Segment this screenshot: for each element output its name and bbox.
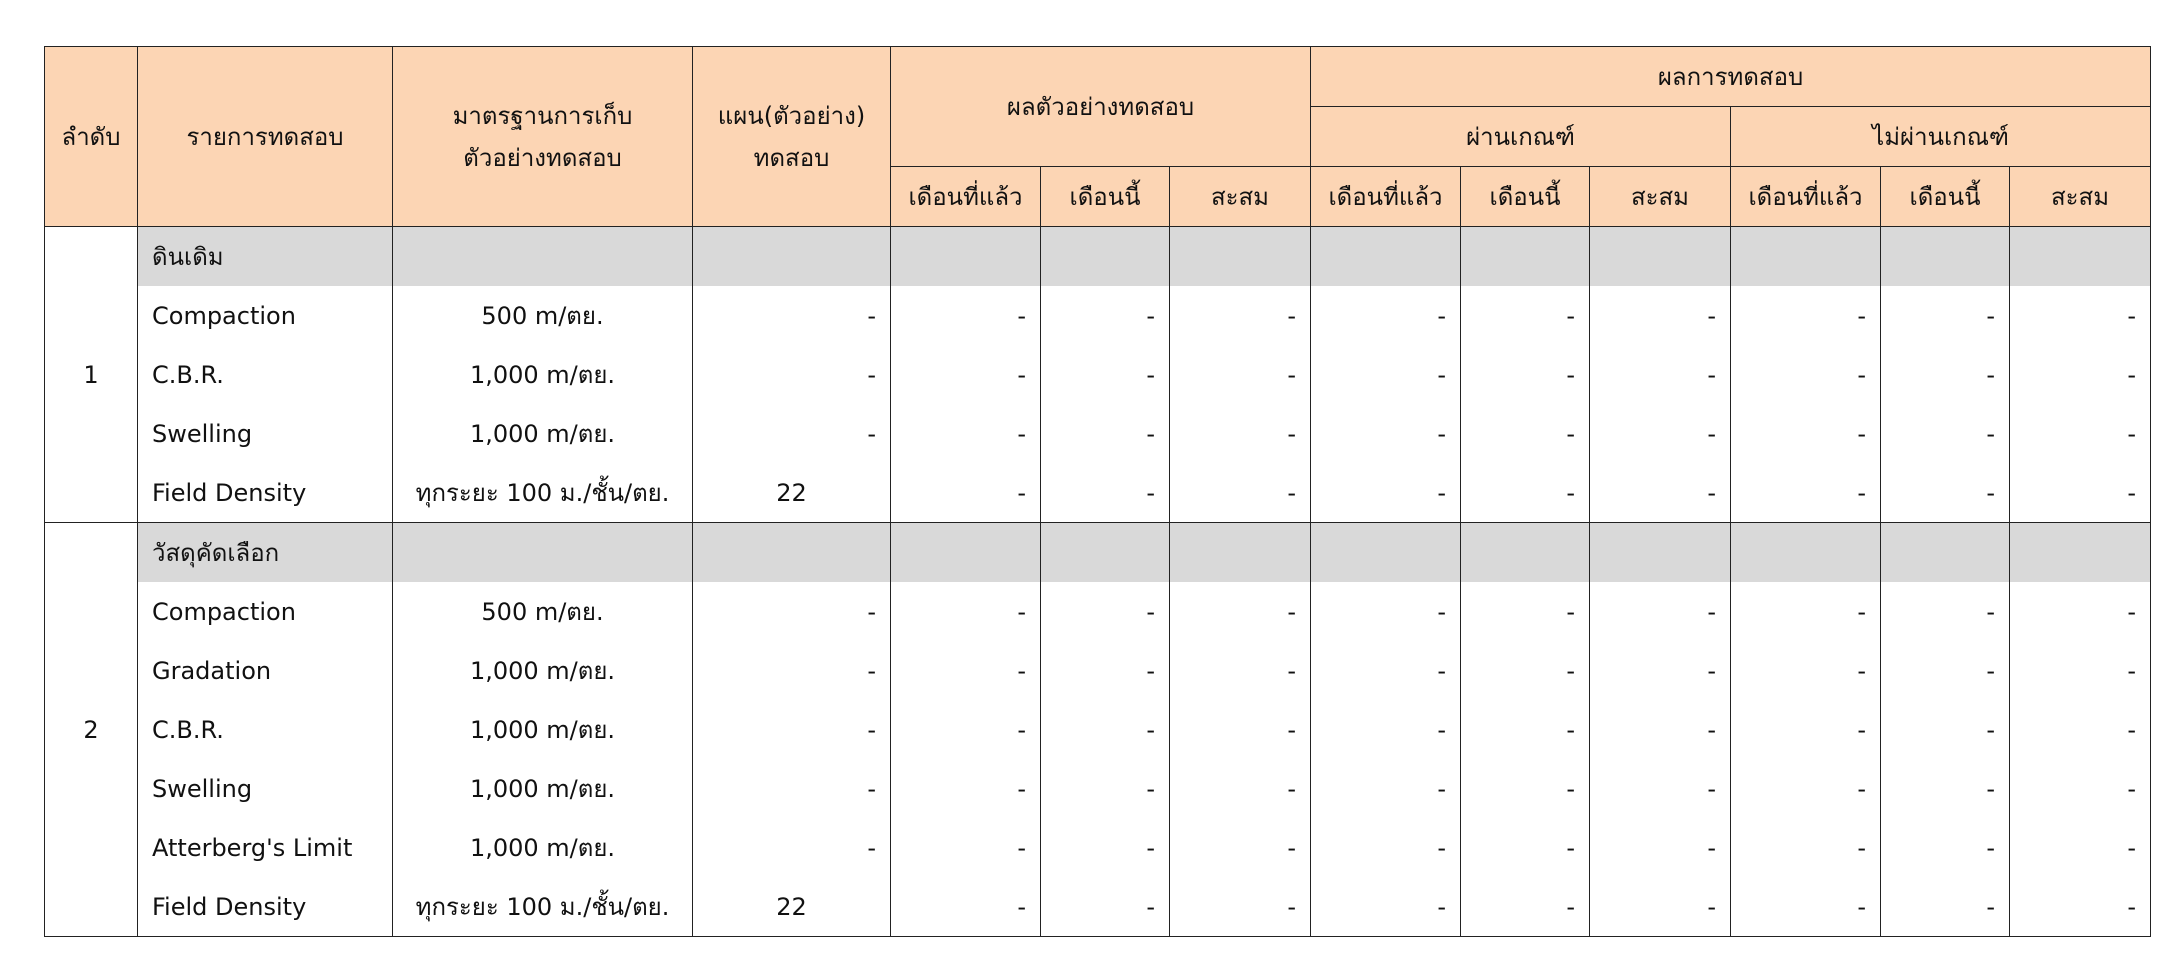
value-cell: - <box>1170 818 1311 877</box>
category-fill-cell <box>393 227 693 287</box>
value-cell: - <box>1731 700 1881 759</box>
value-cell: - <box>1731 641 1881 700</box>
value-cell: - <box>1731 286 1881 345</box>
value-cell: - <box>1311 345 1461 404</box>
category-fill-cell <box>1311 227 1461 287</box>
sampling-standard: ทุกระยะ 100 ม./ชั้น/ตย. <box>393 463 693 523</box>
value-cell: - <box>1311 759 1461 818</box>
value-cell: - <box>1041 877 1170 937</box>
value-cell: - <box>1170 404 1311 463</box>
value-cell: - <box>1170 641 1311 700</box>
table-row <box>45 582 2151 641</box>
test-item-name: Compaction <box>138 582 393 641</box>
header-standard-line1: มาตรฐานการเก็บ <box>452 101 633 130</box>
value-cell: - <box>1311 641 1461 700</box>
value-cell: - <box>2010 463 2151 523</box>
value-cell: - <box>1311 463 1461 523</box>
value-cell: - <box>1590 700 1731 759</box>
category-fill-cell <box>1170 523 1311 583</box>
plan-samples: - <box>693 818 891 877</box>
table-row <box>45 818 2151 877</box>
sampling-standard: 500 m/ตย. <box>393 582 693 641</box>
value-cell: - <box>1881 463 2010 523</box>
test-item-name: C.B.R. <box>138 345 393 404</box>
value-cell: - <box>891 877 1041 937</box>
header-passed-prev-month: เดือนที่แล้ว <box>1311 167 1461 227</box>
value-cell: - <box>1590 345 1731 404</box>
table-row <box>45 286 2151 345</box>
sampling-standard: 1,000 m/ตย. <box>393 818 693 877</box>
header-samples: ผลตัวอย่างทดสอบ <box>891 47 1311 167</box>
value-cell: - <box>1881 345 2010 404</box>
value-cell: - <box>1590 877 1731 937</box>
header-failed-this-month: เดือนนี้ <box>1881 167 2010 227</box>
value-cell: - <box>1311 700 1461 759</box>
value-cell: - <box>1590 286 1731 345</box>
sampling-standard: 500 m/ตย. <box>393 286 693 345</box>
value-cell: - <box>1731 463 1881 523</box>
value-cell: - <box>891 818 1041 877</box>
header-passed-this-month: เดือนนี้ <box>1461 167 1590 227</box>
group-number: 1 <box>45 227 138 523</box>
value-cell: - <box>1311 404 1461 463</box>
value-cell: - <box>1881 877 2010 937</box>
category-fill-cell <box>693 523 891 583</box>
category-fill-cell <box>1881 227 2010 287</box>
value-cell: - <box>1731 404 1881 463</box>
value-cell: - <box>1461 286 1590 345</box>
value-cell: - <box>1590 463 1731 523</box>
value-cell: - <box>891 463 1041 523</box>
category-row <box>45 523 2151 583</box>
table-body <box>45 227 2151 937</box>
sampling-standard: 1,000 m/ตย. <box>393 345 693 404</box>
table-header <box>45 47 2151 227</box>
category-fill-cell <box>891 523 1041 583</box>
test-item-name: Swelling <box>138 404 393 463</box>
category-fill-cell <box>1461 523 1590 583</box>
value-cell: - <box>1881 759 2010 818</box>
value-cell: - <box>1731 759 1881 818</box>
test-item-name: Compaction <box>138 286 393 345</box>
value-cell: - <box>891 759 1041 818</box>
header-failed: ไม่ผ่านเกณฑ์ <box>1731 107 2151 167</box>
category-fill-cell <box>1170 227 1311 287</box>
value-cell: - <box>2010 345 2151 404</box>
header-plan-line1: แผน(ตัวอย่าง) <box>717 101 866 130</box>
value-cell: - <box>1881 700 2010 759</box>
test-item-name: Atterberg's Limit <box>138 818 393 877</box>
value-cell: - <box>1461 582 1590 641</box>
header-samples-this-month: เดือนนี้ <box>1041 167 1170 227</box>
category-fill-cell <box>2010 227 2151 287</box>
header-plan <box>693 47 891 227</box>
value-cell: - <box>1041 286 1170 345</box>
value-cell: - <box>1170 463 1311 523</box>
value-cell: - <box>1461 345 1590 404</box>
value-cell: - <box>1461 463 1590 523</box>
plan-samples: 22 <box>693 877 891 937</box>
value-cell: - <box>891 700 1041 759</box>
value-cell: - <box>2010 404 2151 463</box>
table-row <box>45 345 2151 404</box>
plan-samples: - <box>693 345 891 404</box>
header-item: รายการทดสอบ <box>138 47 393 227</box>
value-cell: - <box>1311 582 1461 641</box>
value-cell: - <box>1881 818 2010 877</box>
value-cell: - <box>1170 345 1311 404</box>
table-row <box>45 463 2151 523</box>
plan-samples: - <box>693 759 891 818</box>
value-cell: - <box>1041 641 1170 700</box>
value-cell: - <box>1461 404 1590 463</box>
value-cell: - <box>1461 759 1590 818</box>
value-cell: - <box>1461 877 1590 937</box>
value-cell: - <box>1170 700 1311 759</box>
group-number: 2 <box>45 523 138 937</box>
value-cell: - <box>2010 700 2151 759</box>
value-cell: - <box>891 286 1041 345</box>
value-cell: - <box>891 641 1041 700</box>
table-row <box>45 759 2151 818</box>
value-cell: - <box>891 404 1041 463</box>
value-cell: - <box>1590 818 1731 877</box>
value-cell: - <box>1041 404 1170 463</box>
value-cell: - <box>1041 700 1170 759</box>
header-standard <box>393 47 693 227</box>
header-standard-line2: ตัวอย่างทดสอบ <box>463 143 622 172</box>
sampling-standard: 1,000 m/ตย. <box>393 759 693 818</box>
value-cell: - <box>1590 404 1731 463</box>
header-no: ลำดับ <box>45 47 138 227</box>
header-failed-cumulative: สะสม <box>2010 167 2151 227</box>
value-cell: - <box>891 582 1041 641</box>
value-cell: - <box>1170 582 1311 641</box>
sampling-standard: 1,000 m/ตย. <box>393 700 693 759</box>
header-plan-line2: ทดสอบ <box>753 143 830 172</box>
table-row <box>45 641 2151 700</box>
header-passed: ผ่านเกณฑ์ <box>1311 107 1731 167</box>
test-item-name: C.B.R. <box>138 700 393 759</box>
value-cell: - <box>1731 877 1881 937</box>
category-fill-cell <box>393 523 693 583</box>
category-fill-cell <box>1041 523 1170 583</box>
value-cell: - <box>891 345 1041 404</box>
value-cell: - <box>2010 818 2151 877</box>
test-item-name: Gradation <box>138 641 393 700</box>
table-row <box>45 700 2151 759</box>
category-fill-cell <box>1311 523 1461 583</box>
category-row <box>45 227 2151 287</box>
category-fill-cell <box>1590 523 1731 583</box>
sampling-standard: ทุกระยะ 100 ม./ชั้น/ตย. <box>393 877 693 937</box>
value-cell: - <box>1461 641 1590 700</box>
plan-samples: - <box>693 404 891 463</box>
header-samples-prev-month: เดือนที่แล้ว <box>891 167 1041 227</box>
value-cell: - <box>1590 641 1731 700</box>
test-item-name: Field Density <box>138 877 393 937</box>
value-cell: - <box>1041 345 1170 404</box>
category-fill-cell <box>1881 523 2010 583</box>
value-cell: - <box>2010 582 2151 641</box>
value-cell: - <box>1041 582 1170 641</box>
value-cell: - <box>2010 641 2151 700</box>
value-cell: - <box>1881 286 2010 345</box>
category-fill-cell <box>1041 227 1170 287</box>
value-cell: - <box>1881 641 2010 700</box>
header-samples-cumulative: สะสม <box>1170 167 1311 227</box>
test-item-name: Field Density <box>138 463 393 523</box>
value-cell: - <box>1041 759 1170 818</box>
value-cell: - <box>1170 286 1311 345</box>
category-fill-cell <box>693 227 891 287</box>
category-fill-cell <box>1590 227 1731 287</box>
value-cell: - <box>1170 759 1311 818</box>
value-cell: - <box>1461 700 1590 759</box>
category-fill-cell <box>891 227 1041 287</box>
value-cell: - <box>2010 286 2151 345</box>
value-cell: - <box>1881 582 2010 641</box>
category-fill-cell <box>2010 523 2151 583</box>
header-passed-cumulative: สะสม <box>1590 167 1731 227</box>
plan-samples: - <box>693 700 891 759</box>
header-results: ผลการทดสอบ <box>1311 47 2151 107</box>
category-label: ดินเดิม <box>138 227 393 287</box>
sampling-standard: 1,000 m/ตย. <box>393 404 693 463</box>
value-cell: - <box>1590 582 1731 641</box>
category-fill-cell <box>1461 227 1590 287</box>
category-fill-cell <box>1731 227 1881 287</box>
category-fill-cell <box>1731 523 1881 583</box>
value-cell: - <box>1881 404 2010 463</box>
value-cell: - <box>1311 818 1461 877</box>
header-failed-prev-month: เดือนที่แล้ว <box>1731 167 1881 227</box>
value-cell: - <box>1731 582 1881 641</box>
test-item-name: Swelling <box>138 759 393 818</box>
value-cell: - <box>1041 818 1170 877</box>
plan-samples: - <box>693 582 891 641</box>
value-cell: - <box>1170 877 1311 937</box>
plan-samples: 22 <box>693 463 891 523</box>
test-results-table <box>44 46 2151 937</box>
value-cell: - <box>1461 818 1590 877</box>
category-label: วัสดุคัดเลือก <box>138 523 393 583</box>
value-cell: - <box>2010 877 2151 937</box>
value-cell: - <box>1311 877 1461 937</box>
value-cell: - <box>1731 345 1881 404</box>
value-cell: - <box>1590 759 1731 818</box>
sampling-standard: 1,000 m/ตย. <box>393 641 693 700</box>
plan-samples: - <box>693 286 891 345</box>
value-cell: - <box>1311 286 1461 345</box>
value-cell: - <box>2010 759 2151 818</box>
value-cell: - <box>1041 463 1170 523</box>
table-row <box>45 404 2151 463</box>
plan-samples: - <box>693 641 891 700</box>
value-cell: - <box>1731 818 1881 877</box>
table-row <box>45 877 2151 937</box>
